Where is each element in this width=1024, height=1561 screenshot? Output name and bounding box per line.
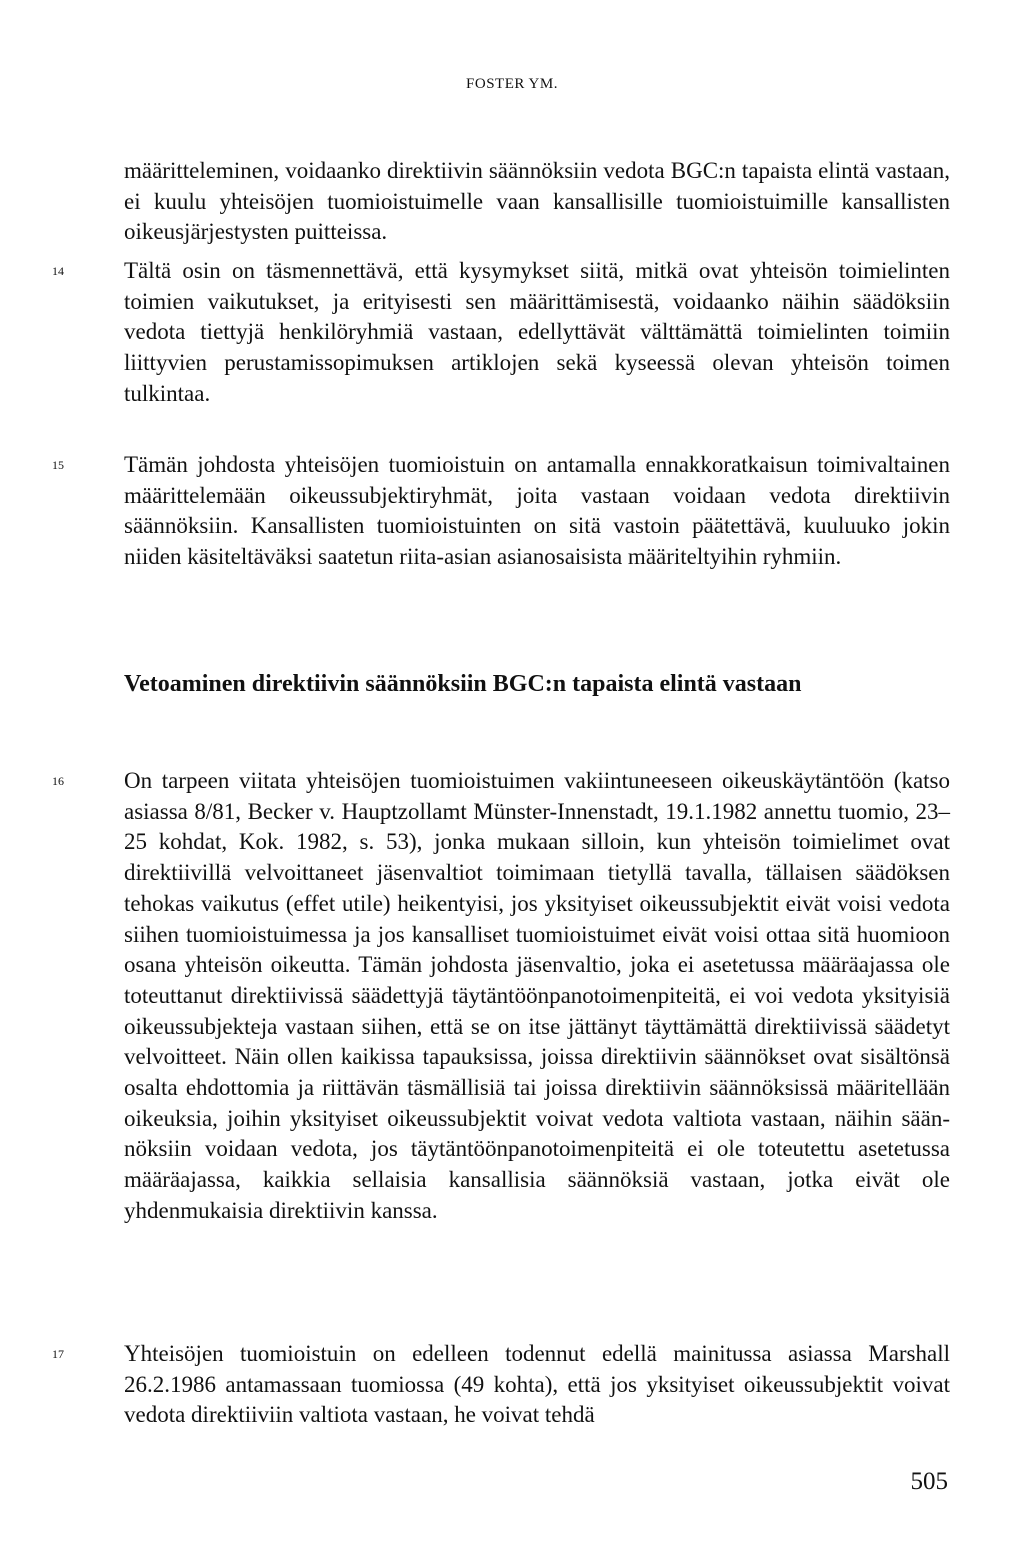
section-heading: Vetoaminen direktiivin säännöksiin BGC:n tapaista elintä vastaan — [124, 671, 802, 697]
paragraph-15: Tämän johdosta yhteisöjen tuomioistuin on antamalla ennakkoratkaisun toimivaltainen määrittelemään oikeussubjektiryhmät, joita vastaan voidaan vedota direktiivin säännöksiin. Kansallisten tuomioistuinten on sitä vastoin päätettävä, kuuluuko jokin niiden käsiteltäväksi saatetun riita-asian asianosaisista määriteltyihin ryhmiin. — [124, 452, 950, 570]
paragraph-number-15: 15 — [52, 458, 64, 472]
paragraph-16: On tarpeen viitata yhteisöjen tuomioistuimen vakiintuneeseen oikeuskäytäntöön (katso asiassa 8/81, Becker v. Hauptzollamt Münster-Innenstadt, 19.1.1982 annettu tuomio, 23–25 kohdat, Kok. 1982, s. 53), jonka mukaan silloin, kun yhteisön toimielimet ovat direktiivillä velvoittaneet jäsenvaltiot toimimaan tietyllä tavalla, tällaisen säädöksen tehokas vaikutus (effet utile) heikentyisi, jos yksityiset oikeussubjektit eivät voisi vedota siihen tuomioistuimessa ja jos kansalliset tuomioistuimet eivät voisi ottaa sitä huomioon osana yhteisön oikeutta. Tämän johdosta jäsenvaltio, joka ei asetetussa määräajassa ole toteuttanut direktiivissä säädettyjä täytäntöönpanotoimenpiteitä, ei voi vedota yksityisiä oikeussubjekteja vastaan siihen, että se on itse jättänyt täyttämättä direktiivissä säädetyt velvoitteet. Näin ollen kaikissa tapauksissa, joissa direktiivin säännökset ovat sisältönsä osalta ehdottomia ja riittävän täsmällisiä tai joissa direktiivin säännöksissä määritellään oikeuksia, joihin yksityiset oikeussubjektit voivat vedota valtiota vastaan, näihin säännöksiin voidaan vedota, jos täytäntöönpanotoimenpiteitä ei ole toteutettu asetetussa määräajassa, kaikkia sellaisia kansallisia säännöksiä vastaan, jotka eivät ole yhdenmukaisia direktiivin kanssa. — [124, 768, 950, 1223]
running-head: FOSTER YM. — [466, 76, 558, 92]
paragraph-14: Tältä osin on täsmennettävä, että kysymykset siitä, mitkä ovat yhteisön toimielinten toimien vaikutukset, ja erityisesti sen määrittämisestä, voidaanko näihin säädöksiin vedota tiettyjä henkilöryhmiä vastaan, edellyttävät välttämättä toimielinten toimiin liittyvien perustamissopimuksen artiklojen sekä kyseessä olevan yhteisön toimen tulkintaa. — [124, 258, 950, 406]
paragraph-continued: määritteleminen, voidaanko direktiivin säännöksiin vedota BGC:n tapaista elintä vastaan, ei kuulu yhteisöjen tuomioistuimelle vaan kansallisille tuomioistuimille kansallisten oikeusjärjestysten puitteissa. — [124, 158, 950, 245]
paragraph-number-14: 14 — [52, 264, 64, 278]
paragraph-number-17: 17 — [52, 1347, 64, 1361]
paragraph-17: Yhteisöjen tuomioistuin on edelleen todennut edellä mainitussa asiassa Marshall 26.2.1986 antamassaan tuomiossa (49 kohta), että jos yksityiset oikeussubjektit voivat vedota direktiiviin valtiota vastaan, he voivat tehdä — [124, 1341, 950, 1428]
page-number: 505 — [910, 1468, 948, 1495]
paragraph-number-16: 16 — [52, 774, 64, 788]
